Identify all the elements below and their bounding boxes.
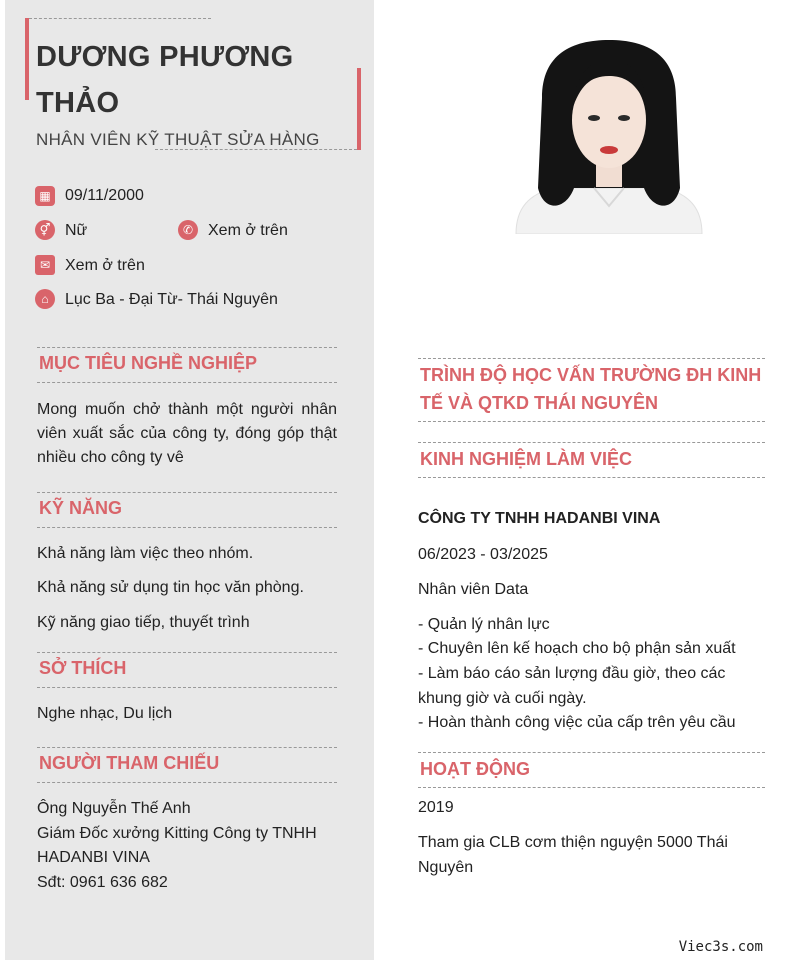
hobbies-title: SỞ THÍCH bbox=[39, 658, 127, 678]
skills-title: KỸ NĂNG bbox=[39, 498, 123, 518]
name-header bbox=[25, 18, 361, 150]
experience-title: KINH NGHIỆM LÀM VIỆC bbox=[420, 449, 633, 469]
skill-item: Khả năng làm việc theo nhóm. bbox=[37, 545, 254, 562]
duty-item: - Hoàn thành công việc của cấp trên yêu cầu bbox=[418, 714, 736, 731]
education-title-line1: TRÌNH ĐỘ HỌC VẤN TRƯỜNG ĐH KINH bbox=[420, 365, 762, 385]
divider bbox=[418, 787, 765, 788]
experience-position: Nhân viên Data bbox=[418, 581, 529, 598]
profile-photo bbox=[514, 38, 704, 234]
divider bbox=[418, 752, 765, 753]
hobbies-text: Nghe nhạc, Du lịch bbox=[37, 705, 173, 722]
objective-text: Mong muốn chở thành một người nhân viên xuất sắc của công ty, đóng góp thật nhiều cho công ty vê bbox=[37, 401, 337, 466]
duty-item: - Chuyên lên kế hoạch cho bộ phận sản xuất bbox=[418, 640, 736, 657]
skill-item: Kỹ năng giao tiếp, thuyết trình bbox=[37, 614, 250, 631]
divider bbox=[37, 747, 337, 748]
gender: Nữ bbox=[65, 222, 88, 239]
home-icon: ⌂ bbox=[35, 289, 55, 309]
reference-title: NGƯỜI THAM CHIẾU bbox=[39, 753, 220, 773]
reference-company: HADANBI VINA bbox=[37, 849, 150, 866]
divider bbox=[37, 492, 337, 493]
accent-bar-left bbox=[25, 18, 29, 100]
reference-name: Ông Nguyễn Thế Anh bbox=[37, 800, 191, 817]
divider bbox=[418, 358, 765, 359]
divider bbox=[37, 652, 337, 653]
activities-title: HOẠT ĐỘNG bbox=[420, 759, 530, 779]
reference-phone: Sđt: 0961 636 682 bbox=[37, 874, 168, 891]
address: Lục Ba - Đại Từ- Thái Nguyên bbox=[65, 291, 278, 308]
accent-bar-right bbox=[357, 68, 361, 150]
phone-icon: ✆ bbox=[178, 220, 198, 240]
job-title: NHÂN VIÊN KỸ THUẬT SỬA HÀNG bbox=[36, 130, 320, 149]
experience-period: 06/2023 - 03/2025 bbox=[418, 546, 548, 563]
divider bbox=[418, 477, 765, 478]
duty-item: - Quản lý nhân lực bbox=[418, 616, 550, 633]
divider bbox=[37, 347, 337, 348]
company-name: CÔNG TY TNHH HADANBI VINA bbox=[418, 510, 661, 527]
divider bbox=[418, 421, 765, 422]
divider bbox=[37, 382, 337, 383]
divider bbox=[37, 687, 337, 688]
divider bbox=[418, 442, 765, 443]
full-name: DƯƠNG PHƯƠNG THẢO bbox=[36, 41, 294, 119]
duty-item: khung giờ và cuối ngày. bbox=[418, 690, 587, 707]
watermark-brand: Viec3s.com bbox=[678, 939, 763, 955]
duty-item: - Làm báo cáo sản lượng đầu giờ, theo các bbox=[418, 665, 726, 682]
calendar-icon: ▦ bbox=[35, 186, 55, 206]
gender-icon: ⚥ bbox=[35, 220, 55, 240]
skill-item: Khả năng sử dụng tin học văn phòng. bbox=[37, 579, 304, 596]
objective-title: MỤC TIÊU NGHỀ NGHIỆP bbox=[39, 353, 258, 373]
divider bbox=[29, 18, 211, 19]
activity-year: 2019 bbox=[418, 799, 454, 816]
activity-text-line2: Nguyên bbox=[418, 859, 474, 876]
divider bbox=[37, 527, 337, 528]
birthday: 09/11/2000 bbox=[65, 187, 144, 204]
education-title-line2: TẾ VÀ QTKD THÁI NGUYÊN bbox=[420, 393, 659, 413]
activity-text-line1: Tham gia CLB cơm thiện nguyện 5000 Thái bbox=[418, 834, 728, 851]
reference-position: Giám Đốc xưởng Kitting Công ty TNHH bbox=[37, 825, 317, 842]
divider bbox=[37, 782, 337, 783]
email: Xem ở trên bbox=[65, 257, 145, 274]
email-icon: ✉ bbox=[35, 255, 55, 275]
phone: Xem ở trên bbox=[208, 222, 288, 239]
